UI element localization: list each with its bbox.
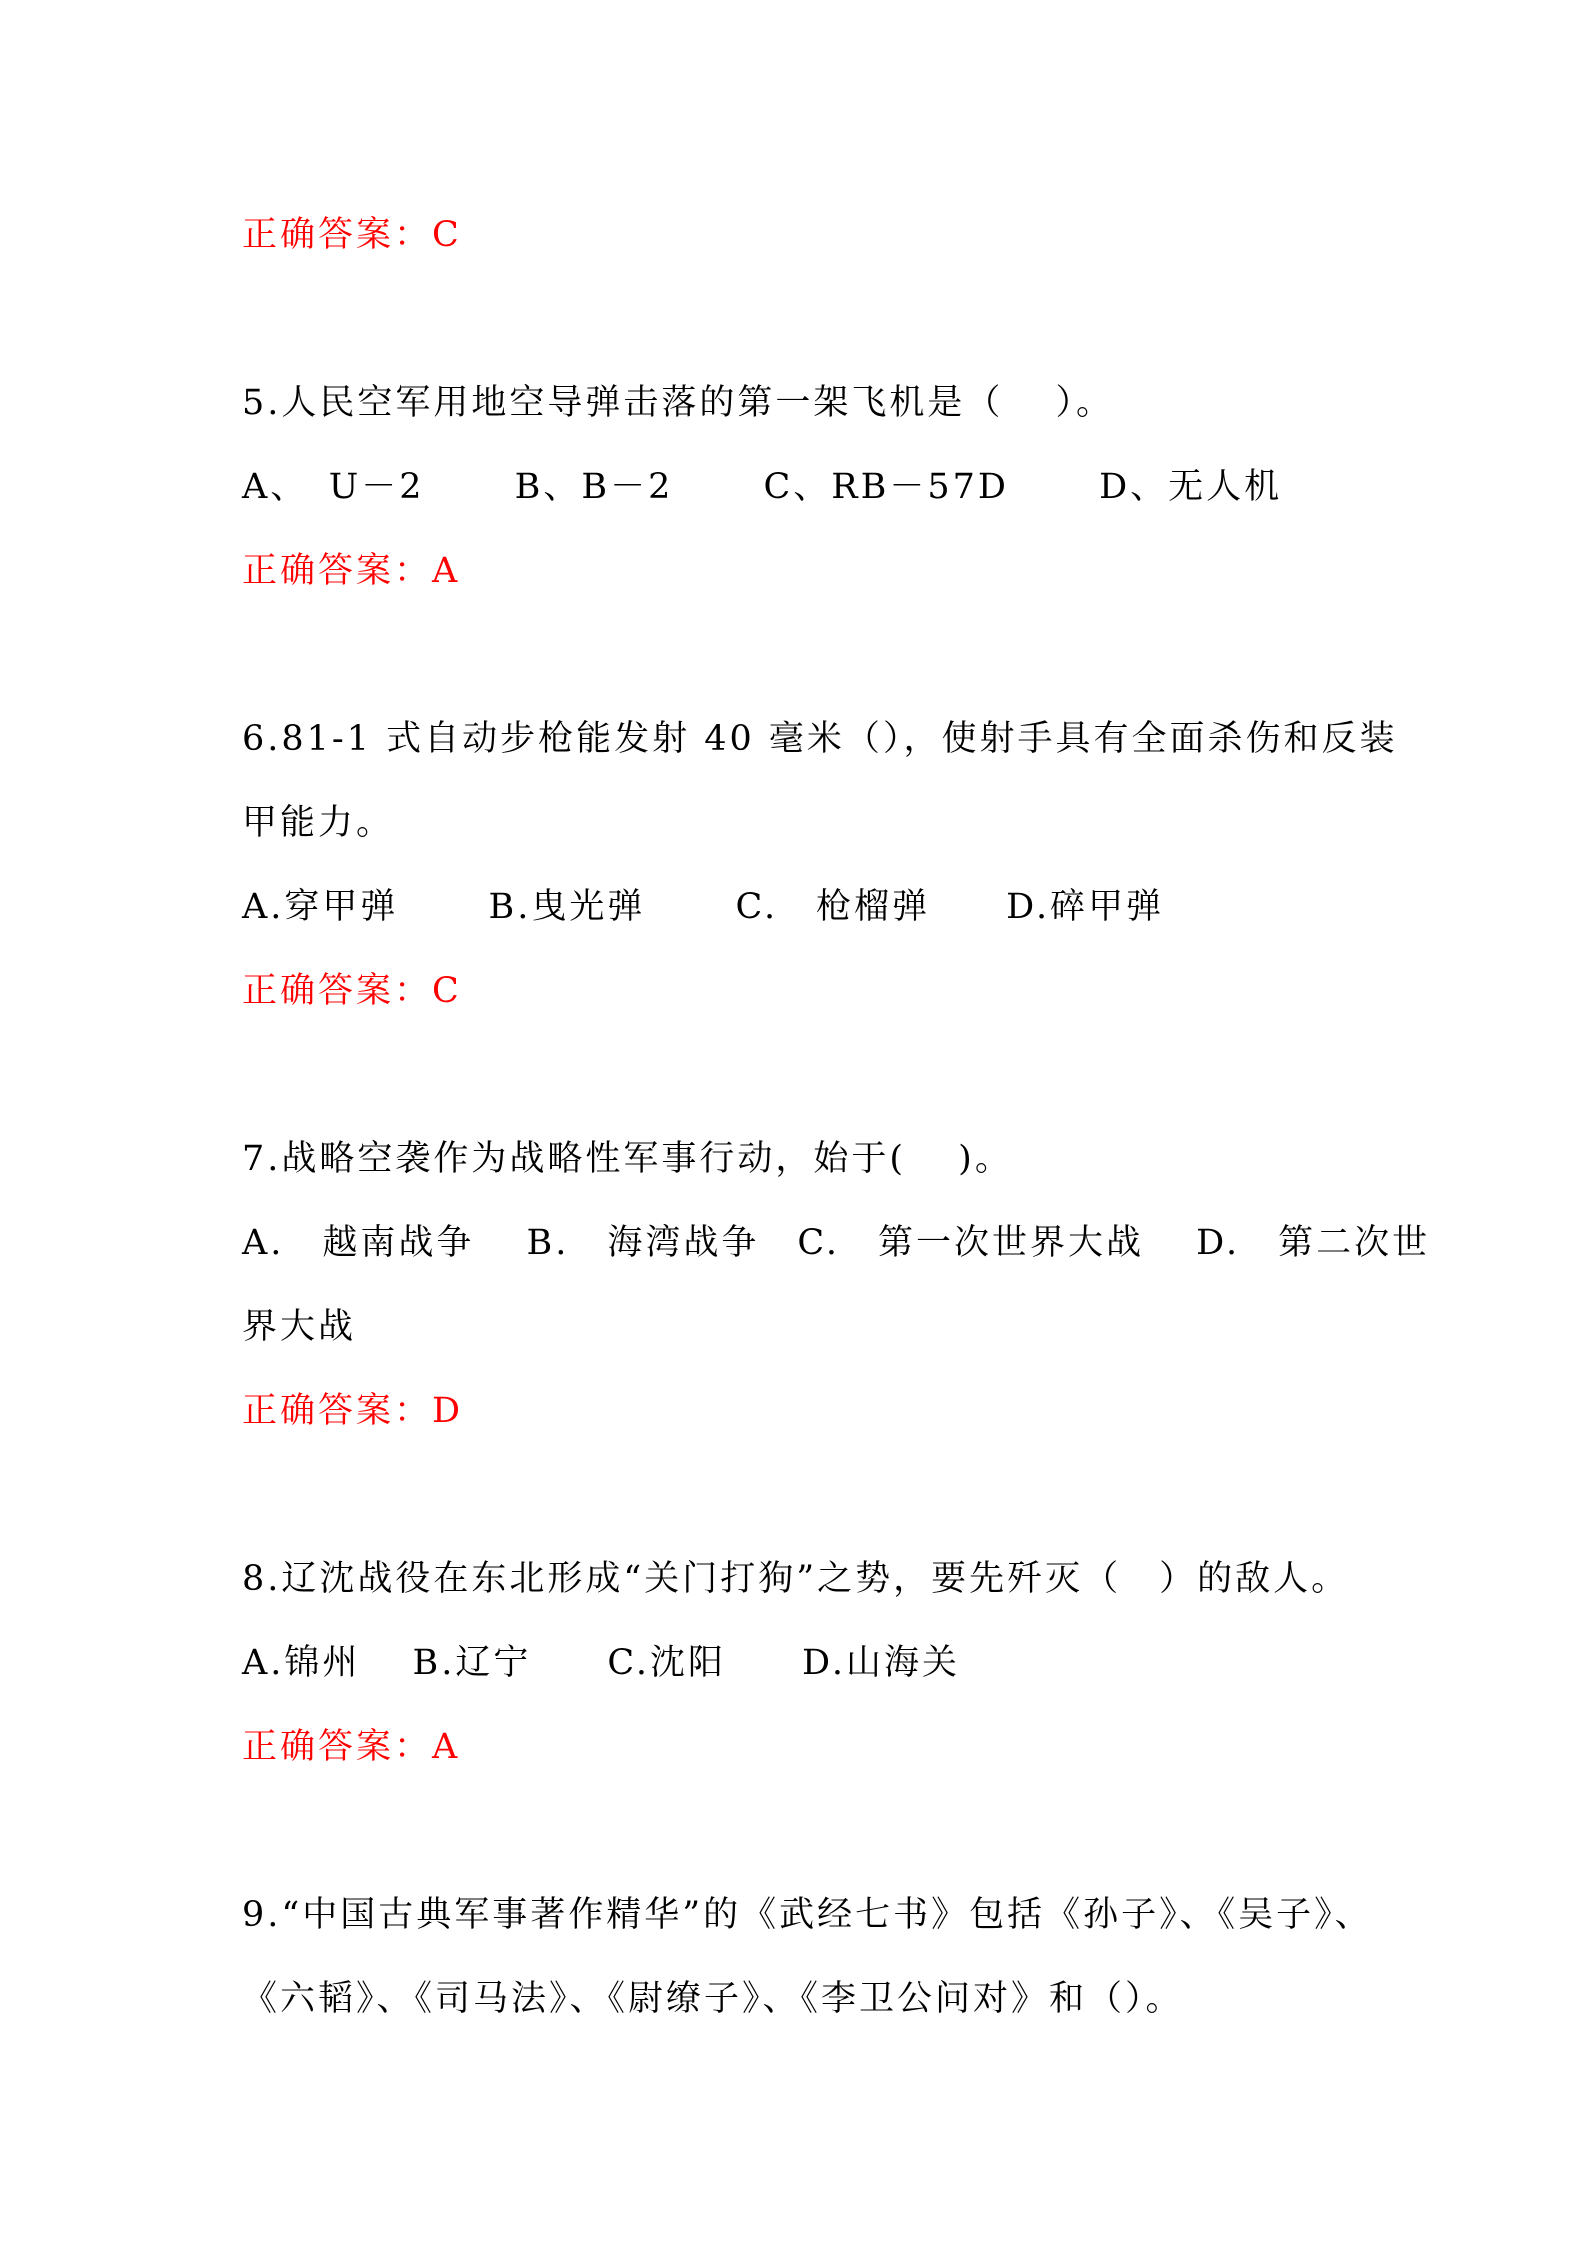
question-8-options: A.锦州 B.辽宁 C.沈阳 D.山海关 <box>242 1643 960 1683</box>
question-9-stem-line-1: 9.“中国古典军事著作精华”的《武经七书》包括《孙子》、《吴子》、 <box>242 1895 1373 1935</box>
answer-q5: 正确答案：A <box>242 551 461 591</box>
question-6-stem-line-1: 6.81-1 式自动步枪能发射 40 毫米（），使射手具有全面杀伤和反装 <box>242 719 1398 759</box>
question-7-stem: 7.战略空袭作为战略性军事行动，始于( )。 <box>242 1139 1013 1179</box>
question-9-stem-line-2: 《六韬》、《司马法》、《尉缭子》、《李卫公问对》和（）。 <box>242 1979 1184 2019</box>
question-5-stem: 5.人民空军用地空导弹击落的第一架飞机是（ ）。 <box>242 383 1115 423</box>
question-7-options-line-2: 界大战 <box>242 1307 357 1347</box>
question-5-options: A、 U－2 B、B－2 C、RB－57D D、无人机 <box>242 467 1283 507</box>
question-6-stem-line-2: 甲能力。 <box>242 803 395 843</box>
question-7-options-line-1: A. 越南战争 B. 海湾战争 C. 第一次世界大战 D. 第二次世 <box>242 1223 1431 1263</box>
answer-q4: 正确答案：C <box>242 215 462 255</box>
answer-q8: 正确答案：A <box>242 1727 461 1767</box>
answer-q6: 正确答案：C <box>242 971 462 1011</box>
answer-q7: 正确答案：D <box>242 1391 464 1431</box>
question-6-options: A.穿甲弹 B.曳光弹 C. 枪榴弹 D.碎甲弹 <box>242 887 1165 927</box>
question-8-stem: 8.辽沈战役在东北形成“关门打狗”之势，要先歼灭（ ）的敌人。 <box>242 1559 1350 1599</box>
